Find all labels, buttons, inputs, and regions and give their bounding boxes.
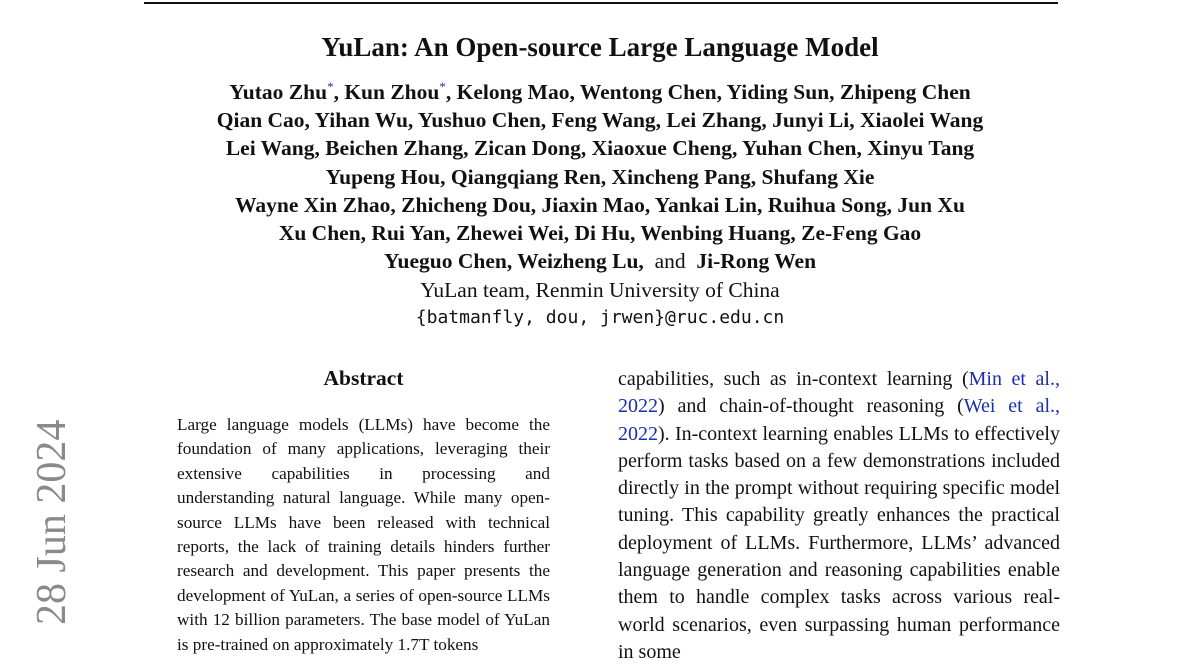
arxiv-date-text: 28 Jun 2024 bbox=[29, 419, 75, 625]
abstract-text: Large language models (LLMs) have become the foundation of many applications, leveraging their extensive capabilities in processing and understanding natural language. While many open-source LLMs have been released with technical reports, the lack of training details hinders further research and development. This paper presents the development of YuLan, a series of open-source LLMs with 12 billion parameters. The base model of YuLan is pre-trained on approximately 1.7T tokens bbox=[177, 415, 550, 654]
author-ji-rong-wen: Ji-Rong Wen bbox=[696, 249, 817, 274]
author-line-2: Qian Cao, Yihan Wu, Yushuo Chen, Feng Wang, Lei Zhang, Junyi Li, Xiaolei Wang bbox=[216, 108, 984, 133]
equal-contribution-mark[interactable]: * bbox=[439, 78, 446, 94]
affiliation: YuLan team, Renmin University of China bbox=[420, 278, 780, 302]
author-line-1-rest: , Kelong Mao, Wentong Chen, Yiding Sun, Zhipeng Chen bbox=[445, 80, 971, 104]
citation-link-min-2022[interactable]: Min et al., 2022 bbox=[618, 368, 1060, 418]
abstract-heading: Abstract bbox=[323, 366, 404, 390]
equal-contribution-mark[interactable]: * bbox=[327, 78, 334, 94]
author-line-7 bbox=[0, 247, 1200, 275]
paper-title: YuLan: An Open-source Large Language Model bbox=[321, 32, 879, 62]
intro-paragraph bbox=[618, 366, 1060, 666]
intro-text-c: ). In-context learning enables LLMs to effectively perform tasks based on a few demonstrations included directly in the prompt without requiring specific model tuning. This capability greatly enhances the practical deployment of LLMs. Furthermore, LLMs’ advanced language generation and reasoning capabilities enable them to handle complex tasks across various real-world scenarios, even surpassing human performance in some bbox=[618, 422, 1060, 663]
author-line-4: Yupeng Hou, Qiangqiang Ren, Xincheng Pang, Shufang Xie bbox=[325, 164, 875, 189]
author-line-3: Lei Wang, Beichen Zhang, Zican Dong, Xiaoxue Cheng, Yuhan Chen, Xinyu Tang bbox=[225, 136, 975, 161]
author-line-7-a: Yueguo Chen, Weizheng Lu, bbox=[383, 249, 644, 274]
top-rule bbox=[144, 2, 1058, 4]
author-kun-zhou: , Kun Zhou bbox=[333, 80, 440, 104]
intro-text-b: ) and chain-of-thought reasoning ( bbox=[658, 395, 964, 418]
author-conjunction: and bbox=[654, 249, 686, 274]
citation-link-wei-2022[interactable]: Wei et al., 2022 bbox=[618, 395, 1060, 445]
author-line-5: Wayne Xin Zhao, Zhicheng Dou, Jiaxin Mao, Yankai Lin, Ruihua Song, Jun Xu bbox=[235, 192, 965, 217]
contact-email[interactable]: {batmanfly, dou, jrwen}@ruc.edu.cn bbox=[415, 307, 785, 328]
author-line-1 bbox=[0, 78, 1200, 106]
author-yutao-zhu: Yutao Zhu bbox=[229, 80, 328, 104]
arxiv-date-stamp bbox=[29, 419, 75, 625]
author-line-6: Xu Chen, Rui Yan, Zhewei Wei, Di Hu, Wenbing Huang, Ze-Feng Gao bbox=[278, 221, 922, 246]
intro-text-a: capabilities, such as in-context learning ( bbox=[618, 368, 969, 390]
author-list bbox=[0, 78, 1200, 275]
